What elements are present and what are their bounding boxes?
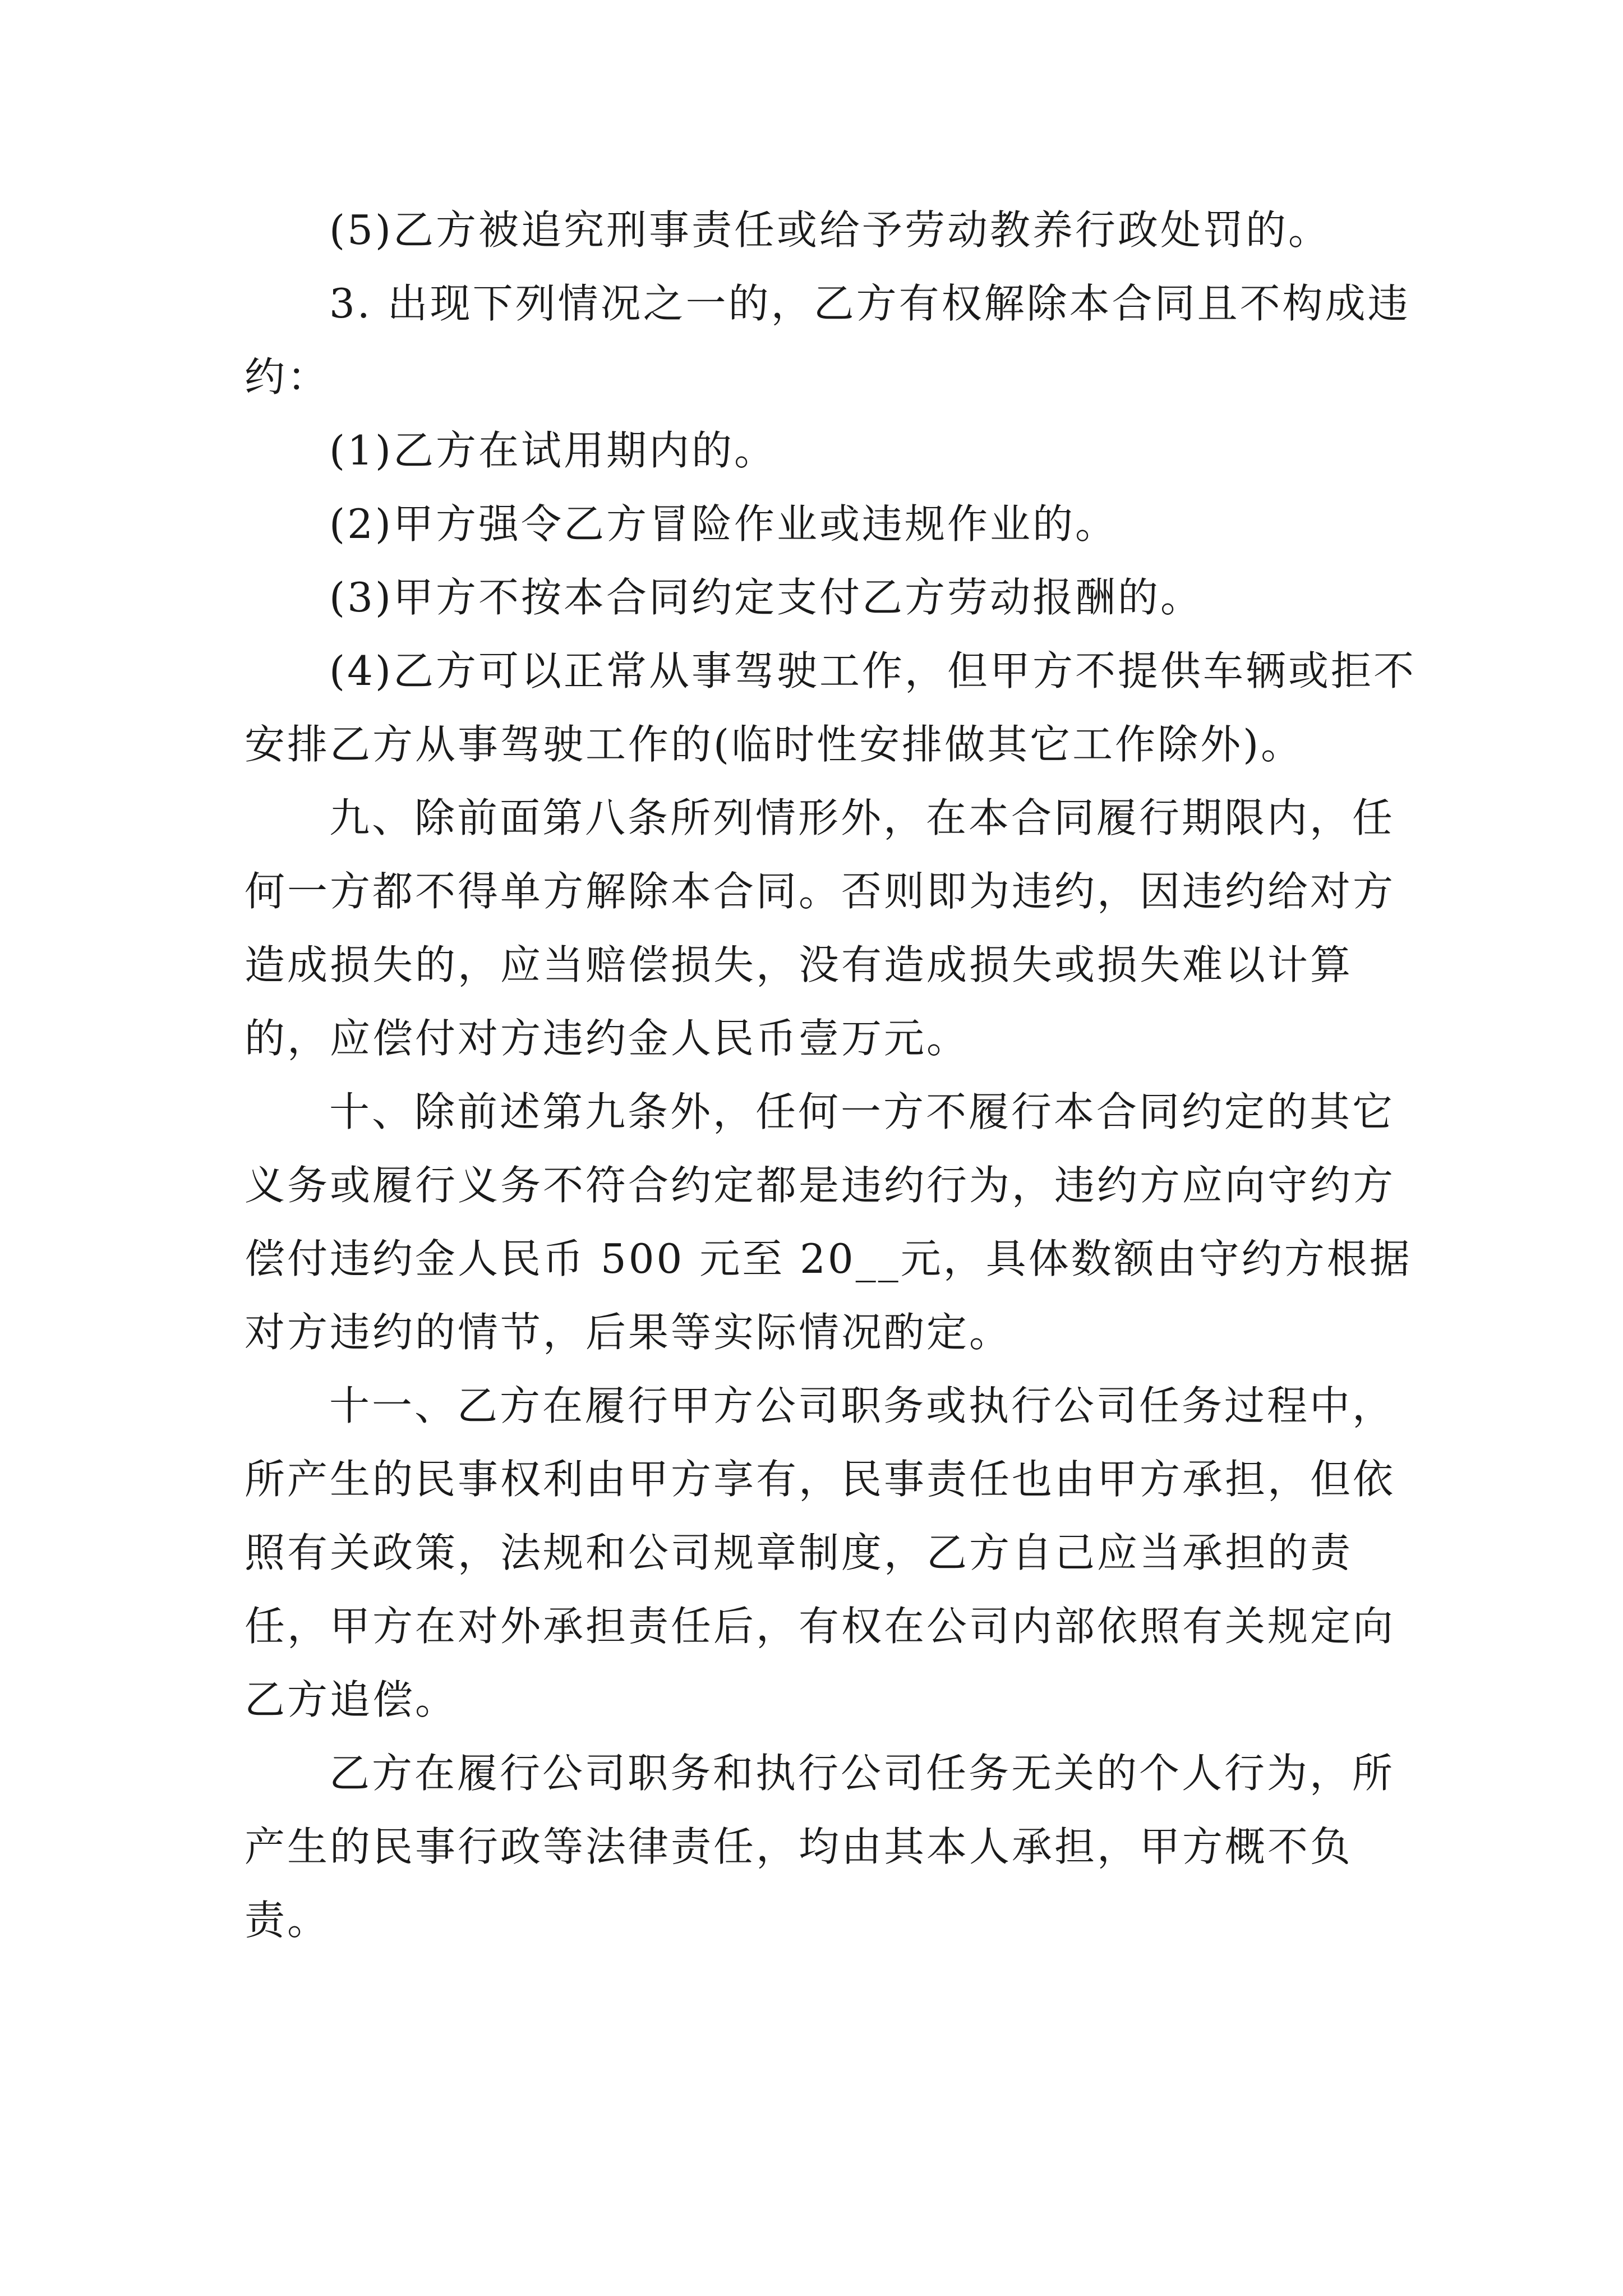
paragraph-clause-8-3-3: (3)甲方不按本合同约定支付乙方劳动报酬的。 [329,574,1203,621]
paragraph-clause-8-3-1: (1)乙方在试用期内的。 [329,427,777,474]
paragraph-clause-11: 十一、乙方在履行甲方公司职务或执行公司任务过程中，所产生的民事权利由甲方享有，民事责任也由甲方承担，但依照有关政策，法规和公司规章制度，乙方自己应当承担的责任，甲方在对外承担责任后，有权在公司内部依照有关规定向乙方追偿。 [245,1382,1396,1723]
paragraph-clause-10: 十、除前述第九条外，任何一方不履行本合同约定的其它义务或履行义务不符合约定都是违约行为，违约方应向守约方偿付违约金人民币 500 元至 20__元，具体数额由守约方根据对方违约的情节，后果等实际情况酌定。 [245,1088,1412,1356]
paragraph-clause-9: 九、除前面第八条所列情形外，在本合同履行期限内，任何一方都不得单方解除本合同。否则即为违约，因违约给对方造成损失的，应当赔偿损失，没有造成损失或损失难以计算的，应偿付对方违约金人民币壹万元。 [245,794,1396,1062]
paragraph-clause-11-personal: 乙方在履行公司职务和执行公司任务无关的个人行为，所产生的民事行政等法律责任，均由其本人承担，甲方概不负责。 [245,1750,1395,1944]
paragraph-clause-8-3-2: (2)甲方强令乙方冒险作业或违规作业的。 [329,500,1118,547]
paragraph-clause-8-3-4: (4)乙方可以正常从事驾驶工作，但甲方不提供车辆或拒不安排乙方从事驾驶工作的(临时性安排做其它工作除外)。 [245,647,1416,768]
document-body [245,194,1422,1957]
paragraph-clause-8-3: 3. 出现下列情况之一的，乙方有权解除本合同且不构成违约： [245,280,1410,401]
paragraph-clause-8-2-5: (5)乙方被追究刑事责任或给予劳动教养行政处罚的。 [329,206,1331,254]
